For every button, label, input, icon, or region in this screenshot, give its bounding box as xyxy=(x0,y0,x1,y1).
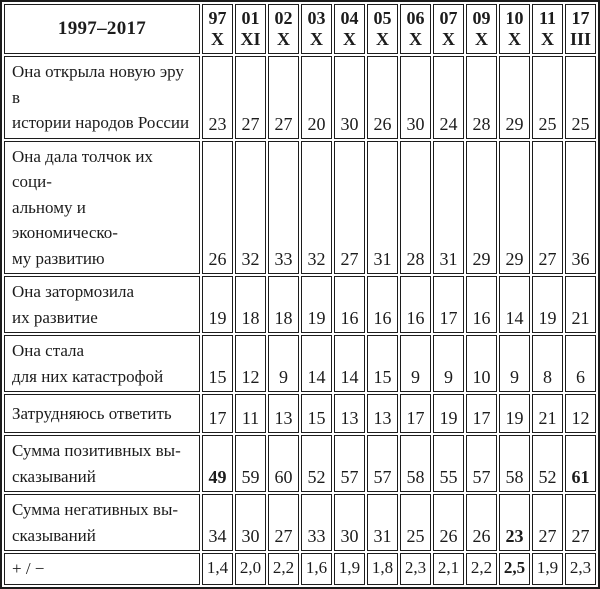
value-cell: 18 xyxy=(235,276,266,333)
row-label: Сумма позитивных вы- сказываний xyxy=(4,435,200,492)
value-cell: 13 xyxy=(268,394,299,433)
value-cell: 17 xyxy=(400,394,431,433)
value-cell: 30 xyxy=(400,56,431,139)
value-cell: 23 xyxy=(499,494,530,551)
value-cell: 30 xyxy=(334,494,365,551)
value-cell: 26 xyxy=(202,141,233,275)
table-row xyxy=(4,394,596,433)
value-cell: 19 xyxy=(532,276,563,333)
value-cell: 19 xyxy=(433,394,464,433)
table-row xyxy=(4,553,596,585)
value-cell: 55 xyxy=(433,435,464,492)
value-cell: 14 xyxy=(499,276,530,333)
row-label: Она дала толчок их соци- альному и экономическо- му развитию xyxy=(4,141,200,275)
value-cell: 19 xyxy=(301,276,332,333)
value-cell: 2,2 xyxy=(268,553,299,585)
value-cell: 57 xyxy=(334,435,365,492)
value-cell: 32 xyxy=(235,141,266,275)
value-cell: 13 xyxy=(334,394,365,433)
period-header: 1997–2017 xyxy=(4,4,200,54)
value-cell: 52 xyxy=(301,435,332,492)
value-cell: 57 xyxy=(367,435,398,492)
table-row xyxy=(4,276,596,333)
value-cell: 11 xyxy=(235,394,266,433)
column-header: 03 X xyxy=(301,4,332,54)
value-cell: 14 xyxy=(301,335,332,392)
value-cell: 2,3 xyxy=(565,553,596,585)
value-cell: 31 xyxy=(367,141,398,275)
value-cell: 1,4 xyxy=(202,553,233,585)
column-header: 17 III xyxy=(565,4,596,54)
value-cell: 25 xyxy=(532,56,563,139)
table-row xyxy=(4,494,596,551)
value-cell: 15 xyxy=(202,335,233,392)
value-cell: 31 xyxy=(433,141,464,275)
value-cell: 15 xyxy=(301,394,332,433)
value-cell: 27 xyxy=(268,494,299,551)
value-cell: 16 xyxy=(367,276,398,333)
value-cell: 10 xyxy=(466,335,497,392)
value-cell: 16 xyxy=(334,276,365,333)
value-cell: 25 xyxy=(565,56,596,139)
value-cell: 1,6 xyxy=(301,553,332,585)
value-cell: 33 xyxy=(268,141,299,275)
row-label: Она стала для них катастрофой xyxy=(4,335,200,392)
value-cell: 58 xyxy=(499,435,530,492)
value-cell: 9 xyxy=(268,335,299,392)
column-header: 07 X xyxy=(433,4,464,54)
table-header xyxy=(4,4,596,54)
value-cell: 34 xyxy=(202,494,233,551)
value-cell: 26 xyxy=(433,494,464,551)
row-label: Сумма негативных вы- сказываний xyxy=(4,494,200,551)
value-cell: 9 xyxy=(433,335,464,392)
value-cell: 30 xyxy=(235,494,266,551)
table-row xyxy=(4,141,596,275)
column-header: 97 X xyxy=(202,4,233,54)
value-cell: 2,0 xyxy=(235,553,266,585)
value-cell: 60 xyxy=(268,435,299,492)
value-cell: 32 xyxy=(301,141,332,275)
value-cell: 59 xyxy=(235,435,266,492)
value-cell: 49 xyxy=(202,435,233,492)
value-cell: 58 xyxy=(400,435,431,492)
value-cell: 18 xyxy=(268,276,299,333)
value-cell: 27 xyxy=(532,141,563,275)
value-cell: 29 xyxy=(466,141,497,275)
value-cell: 61 xyxy=(565,435,596,492)
value-cell: 52 xyxy=(532,435,563,492)
value-cell: 2,1 xyxy=(433,553,464,585)
value-cell: 1,9 xyxy=(532,553,563,585)
value-cell: 16 xyxy=(400,276,431,333)
value-cell: 16 xyxy=(466,276,497,333)
value-cell: 9 xyxy=(400,335,431,392)
column-header: 02 X xyxy=(268,4,299,54)
value-cell: 17 xyxy=(433,276,464,333)
value-cell: 24 xyxy=(433,56,464,139)
column-header: 10 X xyxy=(499,4,530,54)
column-header: 11 X xyxy=(532,4,563,54)
value-cell: 17 xyxy=(466,394,497,433)
table-row xyxy=(4,435,596,492)
value-cell: 25 xyxy=(400,494,431,551)
value-cell: 19 xyxy=(499,394,530,433)
value-cell: 1,8 xyxy=(367,553,398,585)
table-body xyxy=(4,56,596,585)
value-cell: 28 xyxy=(466,56,497,139)
value-cell: 14 xyxy=(334,335,365,392)
value-cell: 27 xyxy=(334,141,365,275)
value-cell: 31 xyxy=(367,494,398,551)
value-cell: 29 xyxy=(499,56,530,139)
value-cell: 8 xyxy=(532,335,563,392)
value-cell: 30 xyxy=(334,56,365,139)
value-cell: 13 xyxy=(367,394,398,433)
value-cell: 21 xyxy=(565,276,596,333)
value-cell: 15 xyxy=(367,335,398,392)
column-header: 05 X xyxy=(367,4,398,54)
table-header-row xyxy=(4,4,596,54)
column-header: 09 X xyxy=(466,4,497,54)
value-cell: 57 xyxy=(466,435,497,492)
value-cell: 23 xyxy=(202,56,233,139)
value-cell: 12 xyxy=(565,394,596,433)
row-label: Затрудняюсь ответить xyxy=(4,394,200,433)
value-cell: 2,2 xyxy=(466,553,497,585)
row-label: Она затормозила их развитие xyxy=(4,276,200,333)
row-label: + / − xyxy=(4,553,200,585)
column-header: 06 X xyxy=(400,4,431,54)
value-cell: 20 xyxy=(301,56,332,139)
value-cell: 21 xyxy=(532,394,563,433)
value-cell: 33 xyxy=(301,494,332,551)
value-cell: 2,5 xyxy=(499,553,530,585)
value-cell: 12 xyxy=(235,335,266,392)
value-cell: 2,3 xyxy=(400,553,431,585)
table-row xyxy=(4,56,596,139)
value-cell: 1,9 xyxy=(334,553,365,585)
value-cell: 27 xyxy=(235,56,266,139)
column-header: 01 XI xyxy=(235,4,266,54)
value-cell: 17 xyxy=(202,394,233,433)
value-cell: 26 xyxy=(466,494,497,551)
value-cell: 36 xyxy=(565,141,596,275)
column-header: 04 X xyxy=(334,4,365,54)
value-cell: 29 xyxy=(499,141,530,275)
row-label: Она открыла новую эру в истории народов России xyxy=(4,56,200,139)
value-cell: 6 xyxy=(565,335,596,392)
value-cell: 9 xyxy=(499,335,530,392)
value-cell: 28 xyxy=(400,141,431,275)
value-cell: 27 xyxy=(532,494,563,551)
value-cell: 19 xyxy=(202,276,233,333)
value-cell: 27 xyxy=(565,494,596,551)
value-cell: 26 xyxy=(367,56,398,139)
value-cell: 27 xyxy=(268,56,299,139)
table-row xyxy=(4,335,596,392)
